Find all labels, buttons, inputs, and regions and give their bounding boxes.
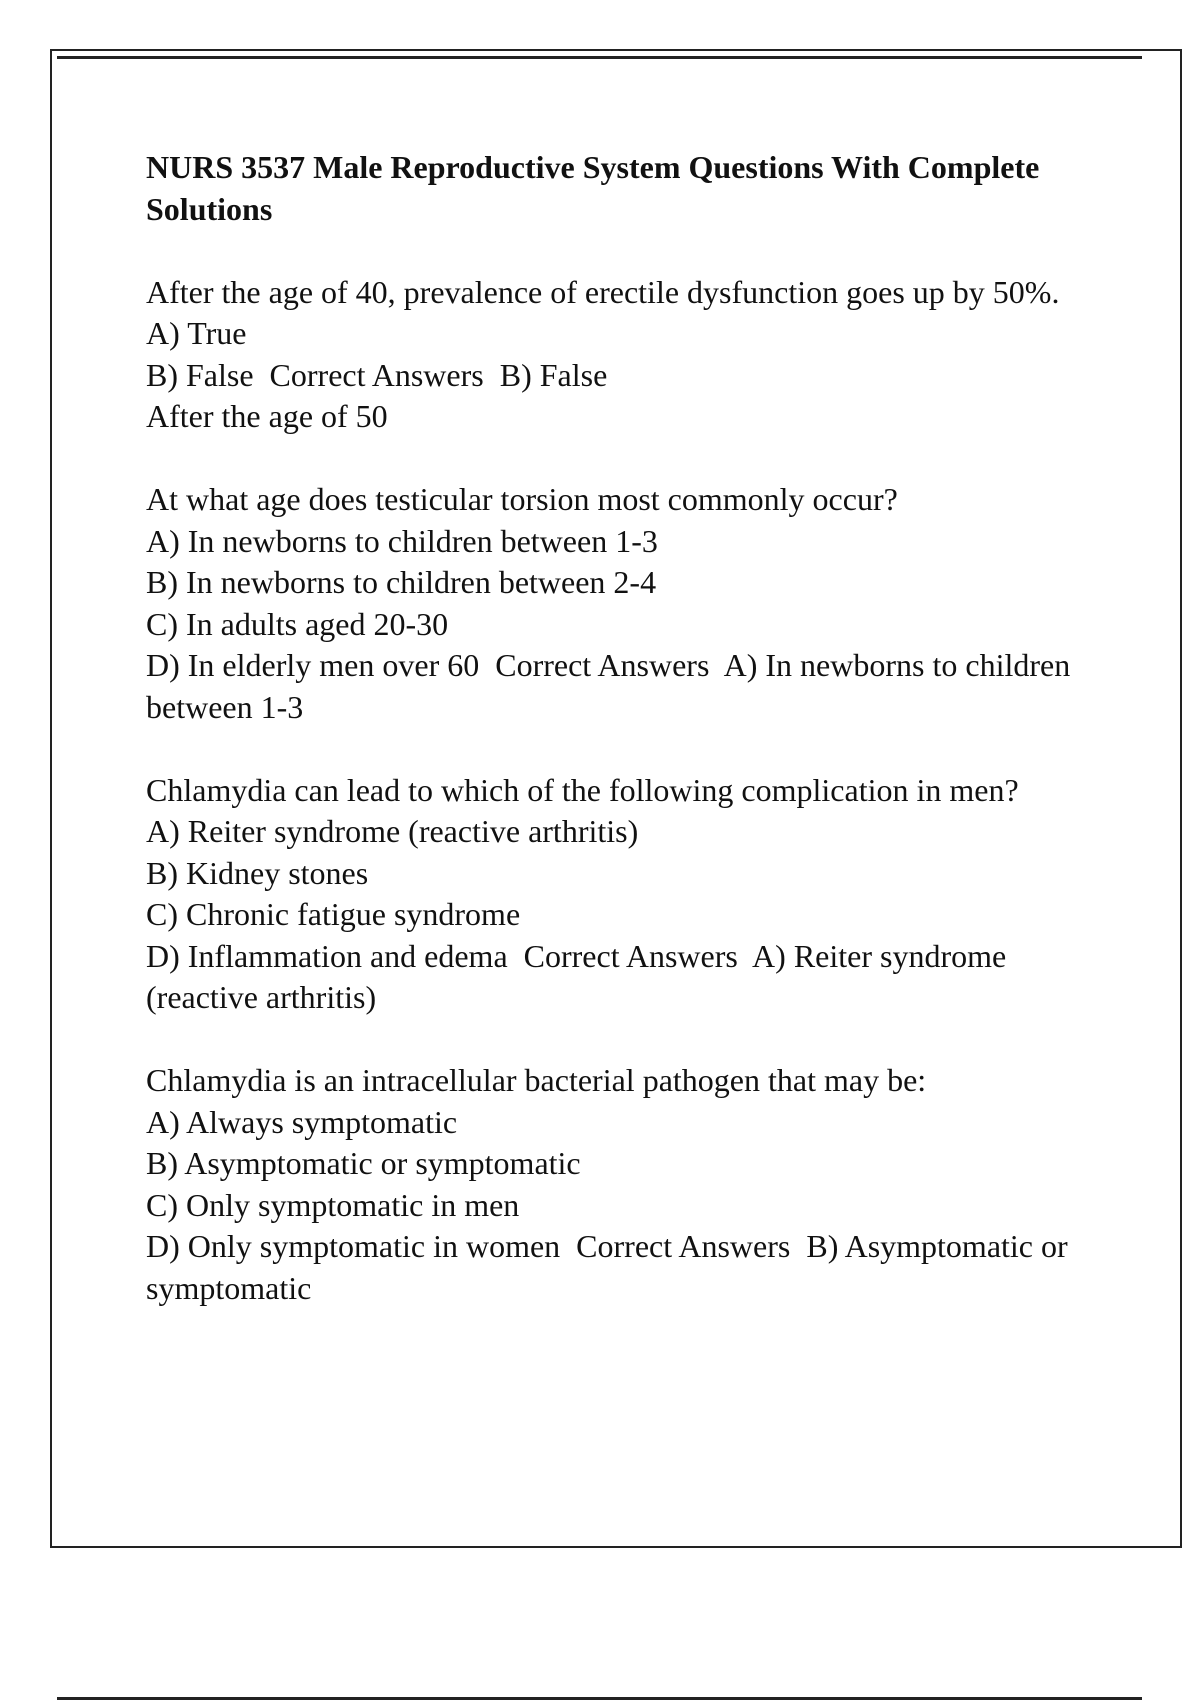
answer-option: D) Inflammation and edema Correct Answers A) Reiter syndrome (reactive arthritis) (146, 937, 1015, 1015)
answer-option: A) True (146, 315, 247, 351)
answer-option: C) In adults aged 20-30 (146, 605, 449, 642)
question-list (146, 272, 1106, 1310)
answer-option: D) In elderly men over 60 Correct Answers A) In newborns to children between 1-3 (146, 647, 1079, 725)
question-text: Chlamydia can lead to which of the following complication in men? (146, 771, 1019, 808)
question-block (146, 770, 1106, 1019)
question-text: Chlamydia is an intracellular bacterial pathogen that may be: (146, 1062, 927, 1098)
question-block (146, 1060, 1106, 1309)
answer-option: D) Only symptomatic in women Correct Answers B) Asymptomatic or symptomatic (146, 1228, 1076, 1306)
question-block (146, 272, 1106, 438)
answer-option: B) In newborns to children between 2-4 (146, 564, 657, 600)
answer-option: B) Asymptomatic or symptomatic (146, 1145, 581, 1181)
answer-option: A) In newborns to children between 1-3 (146, 522, 658, 559)
answer-option: B) Kidney stones (146, 854, 369, 891)
answer-option: A) Always symptomatic (146, 1103, 458, 1140)
header-rule (57, 56, 1142, 59)
answer-option: A) Reiter syndrome (reactive arthritis) (146, 813, 639, 849)
question-block (146, 479, 1106, 728)
question-text: After the age of 40, prevalence of erectile dysfunction goes up by 50%. (146, 273, 1060, 310)
answer-option: C) Only symptomatic in men (146, 1186, 520, 1223)
question-text: At what age does testicular torsion most commonly occur? (146, 481, 898, 517)
answer-option: C) Chronic fatigue syndrome (146, 896, 521, 932)
document-title: NURS 3537 Male Reproductive System Questions With Complete Solutions (146, 149, 1040, 227)
document-body (146, 147, 1106, 1351)
answer-option: After the age of 50 (146, 398, 388, 434)
answer-option: B) False Correct Answers B) False (146, 356, 608, 393)
